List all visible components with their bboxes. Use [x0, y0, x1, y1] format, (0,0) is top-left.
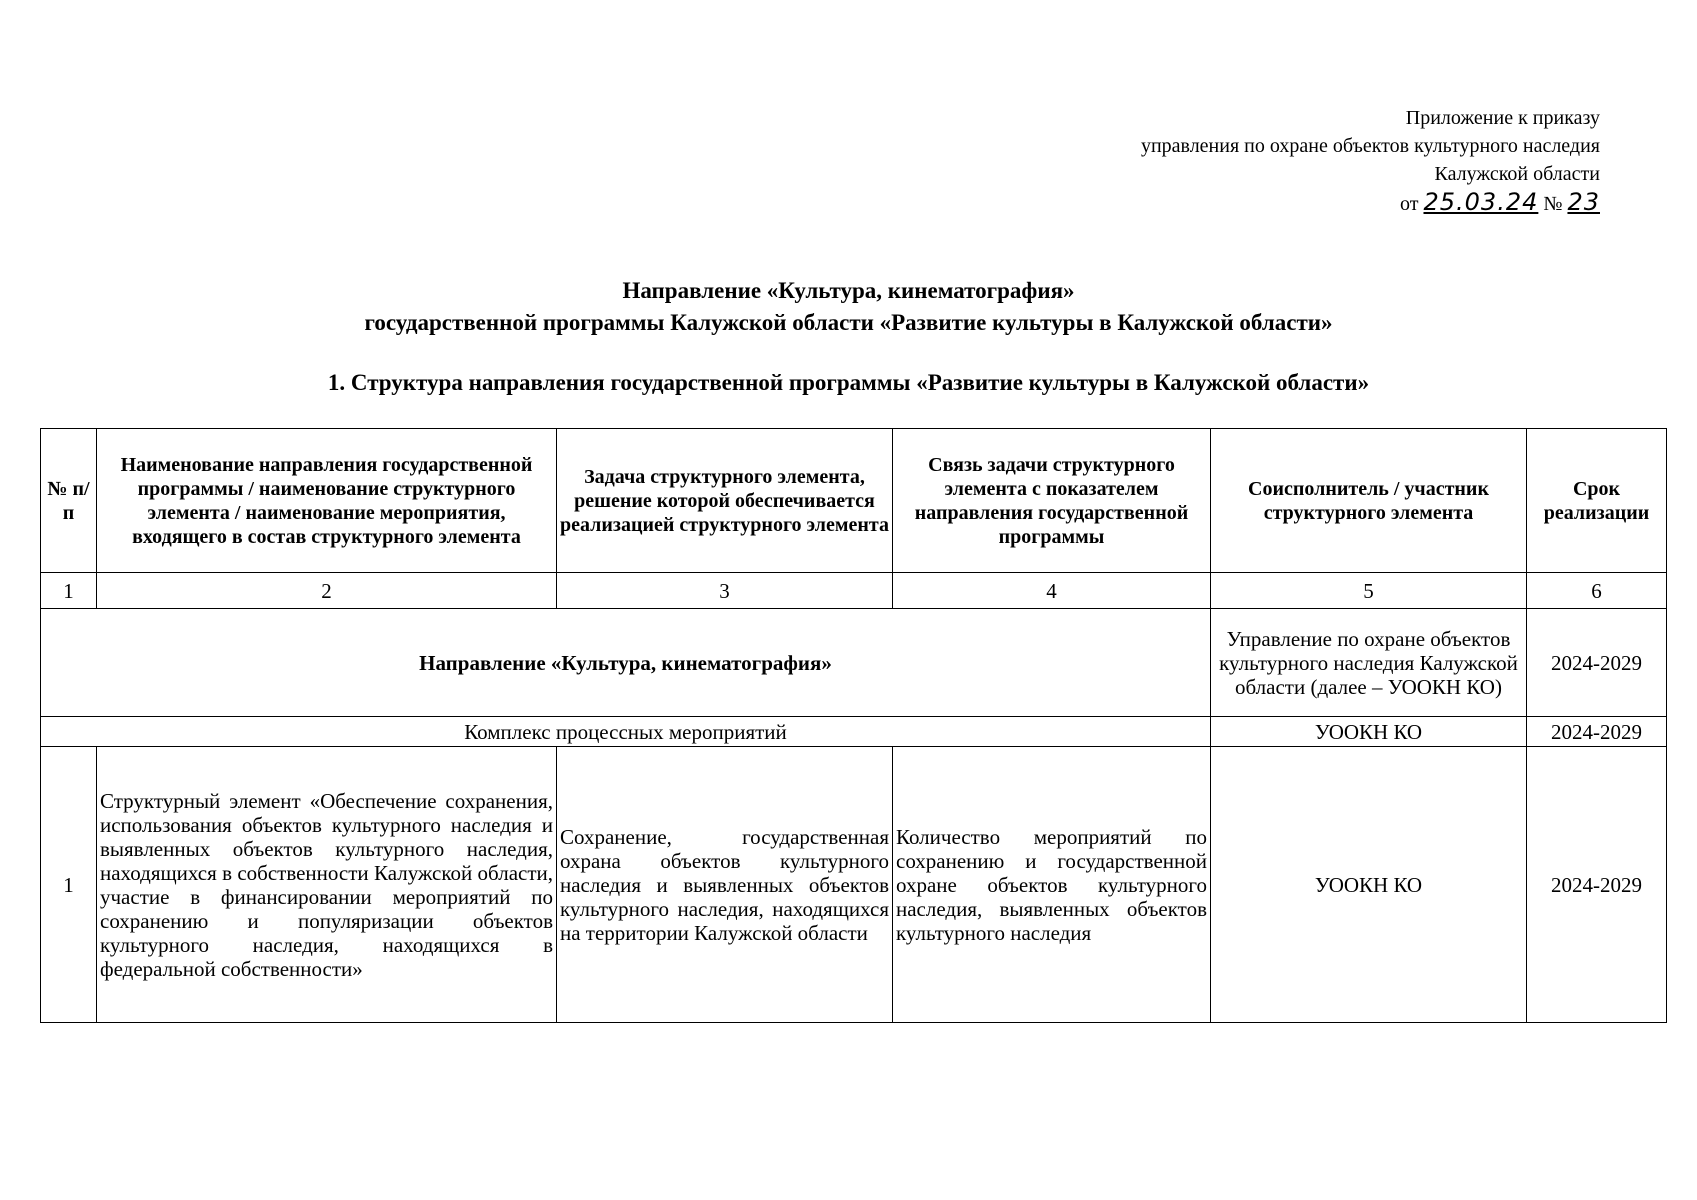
element-name: Структурный элемент «Обеспечение сохранения, использования объектов культурного наследия и выявленных объектов культурного наследия, находящихся в собственности Калужской области, участие в финансировании мероприятий по сохранению и популяризации объектов культурного наследия, находящихся в федеральной собственности» — [97, 747, 557, 1023]
date-prefix: от — [1400, 193, 1419, 215]
direction-period: 2024-2029 — [1527, 609, 1667, 717]
direction-executor: Управление по охране объектов культурного наследия Калужской области (далее – УООКН КО) — [1211, 609, 1527, 717]
header-name: Наименование направления государственной программы / наименование структурного элемента / наименование мероприятия, входящего в состав структурного элемента — [97, 429, 557, 573]
section-title: 1. Структура направления государственной программы «Развитие культуры в Калужской области» — [327, 370, 1370, 395]
appendix-line-2: управления по охране объектов культурного наследия — [1140, 135, 1600, 157]
header-executor: Соисполнитель / участник структурного элемента — [1211, 429, 1527, 573]
header-period: Срок реализации — [1527, 429, 1667, 573]
element-period: 2024-2029 — [1527, 747, 1667, 1023]
column-numbers-row — [41, 573, 1667, 609]
number-prefix: № — [1543, 193, 1563, 215]
appendix-date-line — [960, 188, 1600, 218]
direction-row — [41, 609, 1667, 717]
document-title: Направление «Культура, кинематография» — [622, 278, 1075, 303]
appendix-line-1: Приложение к приказу — [1405, 107, 1600, 129]
col-number-5: 5 — [1211, 573, 1527, 609]
element-task: Сохранение, государственная охрана объектов культурного наследия и выявленных объектов культурного наследия, находящихся на территории Калужской области — [557, 747, 893, 1023]
direction-name: Направление «Культура, кинематография» — [41, 609, 1211, 717]
appendix-line-3: Калужской области — [1434, 163, 1600, 185]
col-number-1: 1 — [41, 573, 97, 609]
header-number: № п/п — [41, 429, 97, 573]
handwritten-number: 23 — [1567, 188, 1600, 216]
handwritten-date: 25.03.24 — [1423, 188, 1539, 216]
structural-element-row — [41, 747, 1667, 1023]
col-number-6: 6 — [1527, 573, 1667, 609]
col-number-3: 3 — [557, 573, 893, 609]
table-header-row — [41, 429, 1667, 573]
appendix-header — [960, 104, 1600, 218]
element-indicator: Количество мероприятий по сохранению и государственной охране объектов культурного наследия, выявленных объектов культурного наследия — [893, 747, 1211, 1023]
element-executor: УООКН КО — [1211, 747, 1527, 1023]
complex-row — [41, 717, 1667, 747]
header-indicator: Связь задачи структурного элемента с показателем направления государственной программы — [893, 429, 1211, 573]
col-number-2: 2 — [97, 573, 557, 609]
complex-period: 2024-2029 — [1527, 717, 1667, 747]
complex-executor: УООКН КО — [1211, 717, 1527, 747]
structure-table — [40, 428, 1667, 1023]
element-number: 1 — [41, 747, 97, 1023]
col-number-4: 4 — [893, 573, 1211, 609]
document-subtitle: государственной программы Калужской области «Развитие культуры в Калужской области» — [364, 310, 1333, 335]
header-task: Задача структурного элемента, решение которой обеспечивается реализацией структурного элемента — [557, 429, 893, 573]
complex-name: Комплекс процессных мероприятий — [41, 717, 1211, 747]
